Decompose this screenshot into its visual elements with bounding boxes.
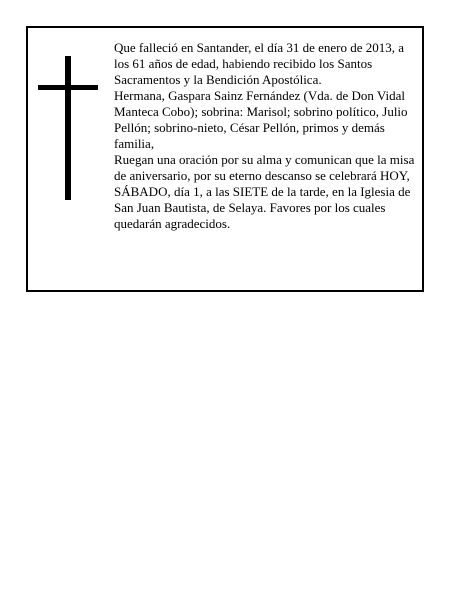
cross-vertical-bar xyxy=(65,56,71,200)
notice-text xyxy=(114,40,422,232)
death-announcement-paragraph: Que falleció en Santander, el día 31 de enero de 2013, a los 61 años de edad, habiendo recibido los Santos Sacramentos y la Bendición Apostólica. xyxy=(114,40,405,87)
mass-invitation-paragraph: Ruegan una oración por su alma y comunican que la misa de aniversario, por su eterno descanso se celebrará HOY, SÁBADO, día 1, a las SIETE de la tarde, en la Iglesia de San Juan Bautista, de Selaya. Favores por los cuales quedarán agradecidos. xyxy=(114,152,415,231)
cross-horizontal-bar xyxy=(38,85,98,90)
latin-cross-icon xyxy=(38,56,98,200)
obituary-notice xyxy=(26,26,424,292)
family-paragraph: Hermana, Gaspara Sainz Fernández (Vda. de Don Vidal Manteca Cobo); sobrina: Marisol; sobrino político, Julio Pellón; sobrino-nieto, César Pellón, primos y demás familia, xyxy=(114,88,408,151)
